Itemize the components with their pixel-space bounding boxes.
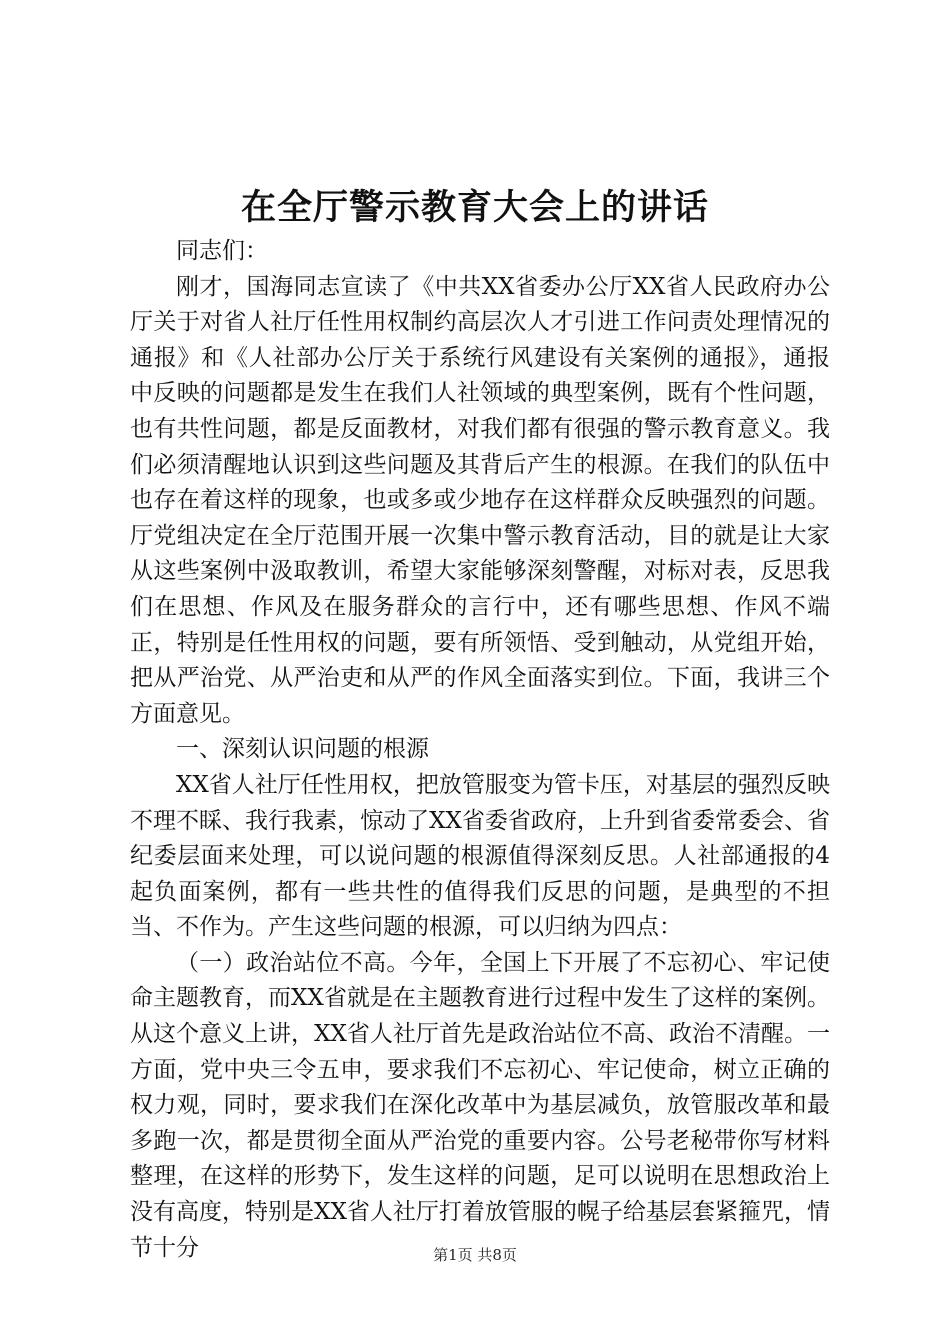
section-heading: 一、深刻认识问题的根源 xyxy=(176,736,429,763)
document-title: 在全厅警示教育大会上的讲话 xyxy=(240,187,709,228)
intro-paragraph: 刚才，国海同志宣读了《中共XX省委办公厅XX省人民政府办公厅关于对省人社厅任性用权制约高层次人才引进工作问责处理情况的通报》和《人社部办公厅关于系统行风建设有关案例的通报》，通报中反映的问题都是发生在我们人社领域的典型案例，既有个性问题，也有共性问题，都是反面教材，对我们都有很强的警示教育意义。我们必须清醒地认识到这些问题及其背后产生的根源。在我们的队伍中也存在着这样的现象，也或多或少地存在这样群众反映强烈的问题。厅党组决定在全厅范围开展一次集中警示教育活动，目的就是让大家从这些案例中汲取教训，希望大家能够深刻警醒，对标对表，反思我们在思想、作风及在服务群众的言行中，还有哪些思想、作风不端正，特别是任性用权的问题，要有所领悟、受到触动，从党组开始，把从严治党、从严治吏和从严的作风全面落实到位。下面，我讲三个方面意见。 xyxy=(130,273,830,727)
document-body xyxy=(130,234,830,1266)
subsection-paragraph: （一）政治站位不高。今年，全国上下开展了不忘初心、牢记使命主题教育，而XX省就是在主题教育进行过程中发生了这样的案例。从这个意义上讲，XX省人社厅首先是政治站位不高、政治不清醒。一方面，党中央三令五申，要求我们不忘初心、牢记使命，树立正确的权力观，同时，要求我们在深化改革中为基层减负，放管服改革和最多跑一次，都是贯彻全面从严治党的重要内容。公号老秘带你写材料整理，在这样的形势下，发生这样的问题，足可以说明在思想政治上没有高度，特别是XX省人社厅打着放管服的幌子给基层套紧箍咒，情节十分 xyxy=(130,949,830,1261)
section-paragraph: XX省人社厅任性用权，把放管服变为管卡压，对基层的强烈反映不理不睬、我行我素，惊动了XX省委省政府，上升到省委常委会、省纪委层面来处理，可以说问题的根源值得深刻反思。人社部通报的4起负面案例，都有一些共性的值得我们反思的问题，是典型的不担当、不作为。产生这些问题的根源，可以归纳为四点： xyxy=(130,771,830,941)
page-number-footer: 第1页 共8页 xyxy=(433,1246,517,1264)
salutation-paragraph: 同志们： xyxy=(176,238,268,264)
